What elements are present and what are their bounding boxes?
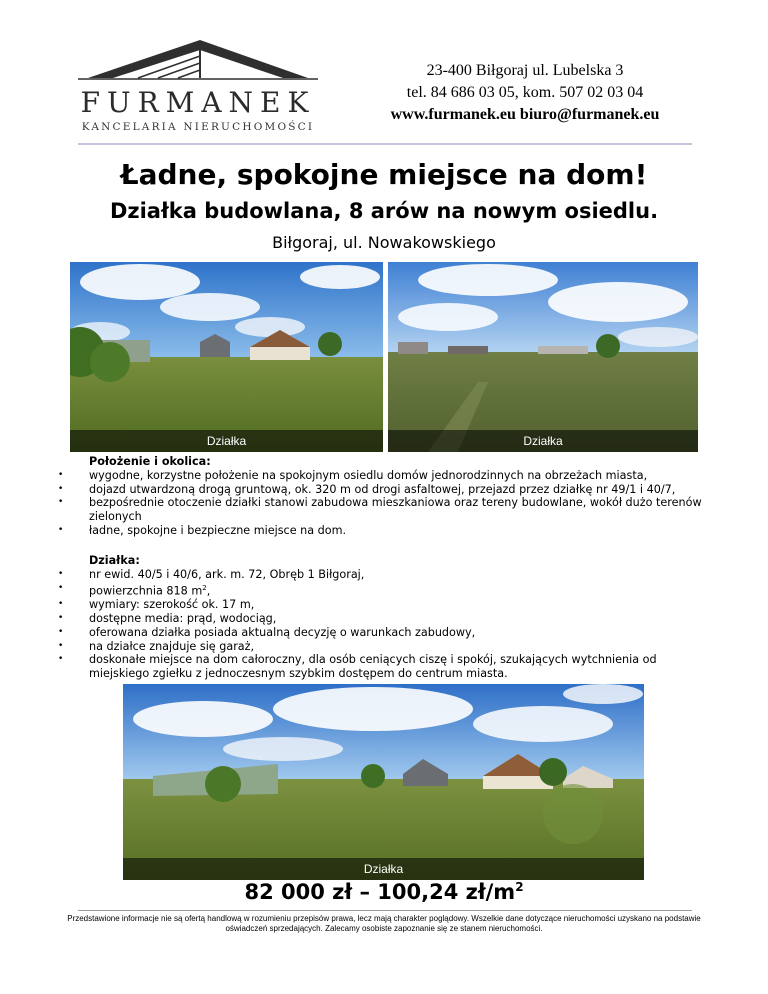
company-logo <box>78 38 318 138</box>
roof-logo-icon <box>78 38 318 88</box>
landscape-photo <box>70 262 383 452</box>
contact-block <box>330 60 720 126</box>
photo-caption: Działka <box>123 858 644 880</box>
photo-plot-bottom <box>123 684 644 880</box>
contact-phones: tel. 84 686 03 05, kom. 507 02 03 04 <box>406 84 644 101</box>
photo-caption: Działka <box>70 430 383 452</box>
list-item: • wygodne, korzystne położenie na spokojnym osiedlu domów jednorodzinnych na obrzeżach miasta, <box>58 469 718 483</box>
header-divider <box>78 143 692 145</box>
list-item: • doskonałe miejsce na dom całoroczny, dla osób ceniących ciszę i spokój, szukających wytchnienia od miejskiego zgiełku z jednoczesnym szybkim dostępem do centrum miasta. <box>58 653 718 681</box>
logo-wordmark: FURMANEK <box>80 86 316 119</box>
list-item: • dojazd utwardzoną drogą gruntową, ok. 320 m od drogi asfaltowej, przejazd przez działkę nr 49/1 i 40/7, <box>58 483 718 497</box>
list-item-area <box>58 582 718 599</box>
section-heading: Położenie i okolica: <box>89 455 211 468</box>
photo-plot-right <box>388 262 698 452</box>
contact-address: 23-400 Biłgoraj ul. Lubelska 3 <box>426 62 624 79</box>
area-text: powierzchnia 818 m <box>89 584 203 598</box>
location-list <box>58 469 718 538</box>
photo-caption: Działka <box>388 430 698 452</box>
area-unit-sup: 2 <box>202 583 207 592</box>
list-item: • wymiary: szerokość ok. 17 m, <box>58 598 718 612</box>
list-item: • ładne, spokojne i bezpieczne miejsce na dom. <box>58 524 718 538</box>
price-text: 82 000 zł – 100,24 zł/m <box>244 880 516 904</box>
contact-web-email[interactable]: www.furmanek.eu biuro@furmanek.eu <box>390 106 660 123</box>
section-location <box>58 455 718 538</box>
list-item: • na działce znajduje się garaż, <box>58 640 718 654</box>
footer-divider <box>78 910 692 911</box>
section-plot <box>58 554 718 681</box>
location: Biłgoraj, ul. Nowakowskiego <box>272 233 496 252</box>
list-item: • bezpośrednie otoczenie działki stanowi zabudowa mieszkaniowa oraz tereny budowlane, wokół dużo terenów zielonych <box>58 496 718 524</box>
logo-subtitle: KANCELARIA NIERUCHOMOŚCI <box>81 121 315 133</box>
disclaimer: Przedstawione informacje nie są ofertą handlową w rozumieniu przepisów prawa, lecz mają charakter poglądowy. Wszelkie dane dotyczące nieruchomości uzyskano na podstawie oświadczeń sprzedających. Zalecamy osobiste zapoznanie się ze stanem nieruchomości. <box>67 914 701 933</box>
price-unit-sup: 2 <box>515 880 524 894</box>
price <box>0 880 768 904</box>
list-item: • nr ewid. 40/5 i 40/6, ark. m. 72, Obręb 1 Biłgoraj, <box>58 568 718 582</box>
section-heading: Działka: <box>89 554 140 567</box>
landscape-photo <box>388 262 698 452</box>
area-tail: , <box>206 584 211 598</box>
landscape-photo <box>123 684 644 880</box>
list-item: • oferowana działka posiada aktualną decyzję o warunkach zabudowy, <box>58 626 718 640</box>
headline: Ładne, spokojne miejsce na dom! <box>120 158 648 191</box>
photo-plot-left <box>70 262 383 452</box>
list-item: • dostępne media: prąd, wodociąg, <box>58 612 718 626</box>
plot-list <box>58 568 718 681</box>
subheadline: Działka budowlana, 8 arów na nowym osiedlu. <box>109 199 659 223</box>
